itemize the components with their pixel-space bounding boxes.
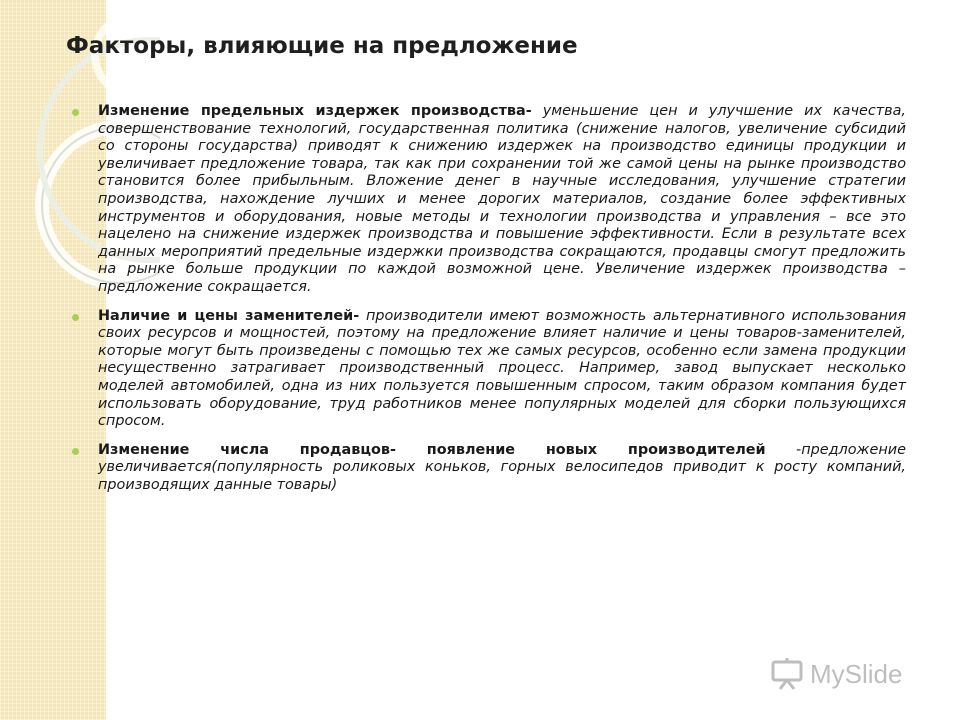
bullet-text: производители имеют возможность альтернативного использования своих ресурсов и мощностей, поэтому на предложение влияет наличие и цены товаров-заменителей, которые могут быть произведены с помощью тех же самых ресурсов, особенно если замена продукции несущественно затрагивает производственный процесс. Например, завод выпускает несколько моделей автомобилей, одна из них пользуется повышенным спросом, таким образом компания будет использовать оборудование, труд работников менее популярных моделей для сборки пользующихся спросом. (98, 307, 906, 430)
bullet-icon (72, 448, 79, 455)
bullet-icon (72, 109, 79, 116)
bullet-item (72, 442, 906, 495)
bullet-lead: Наличие и цены заменителей- (98, 307, 360, 324)
bullet-item (72, 103, 906, 297)
bullet-text: уменьшение цен и улучшение их качества, совершенствование технологий, государственная политика (снижение налогов, увеличение субсидий со стороны государства) приводят к снижению издержек на производство единицы продукции и увеличивает предложение товара, так как при сохранении той же самой цены на рынке производство становится более прибыльным. Вложение денег в научные исследования, улучшение стратегии производства, нахождение лучших и менее дорогих материалов, создание более эффективных инструментов и оборудования, новые методы и технологии производства и управления – все это нацелено на снижение издержек производства и повышение эффективности. Если в результате всех данных мероприятий предельные издержки производства сокращаются, продавцы смогут предложить на рынке больше продукции по каждой возможной цене. Увеличение издержек производства – предложение сокращается. (98, 103, 906, 295)
presentation-board-icon (770, 658, 804, 690)
bullet-lead: Изменение предельных издержек производства- (98, 103, 532, 119)
bullet-item (72, 308, 906, 431)
bullet-lead: Изменение числа продавцов- появление новых производителей (98, 441, 766, 458)
bullet-icon (72, 314, 79, 321)
watermark-logo (770, 654, 902, 694)
bullet-list (72, 103, 906, 505)
watermark-text: MySlide (810, 658, 903, 689)
slide-title: Факторы, влияющие на предложение (66, 33, 578, 59)
bullet-text: -предложение увеличивается(популярность роликовых коньков, горных велосипедов приводит к росту компаний, производящих данные товары) (98, 441, 906, 493)
